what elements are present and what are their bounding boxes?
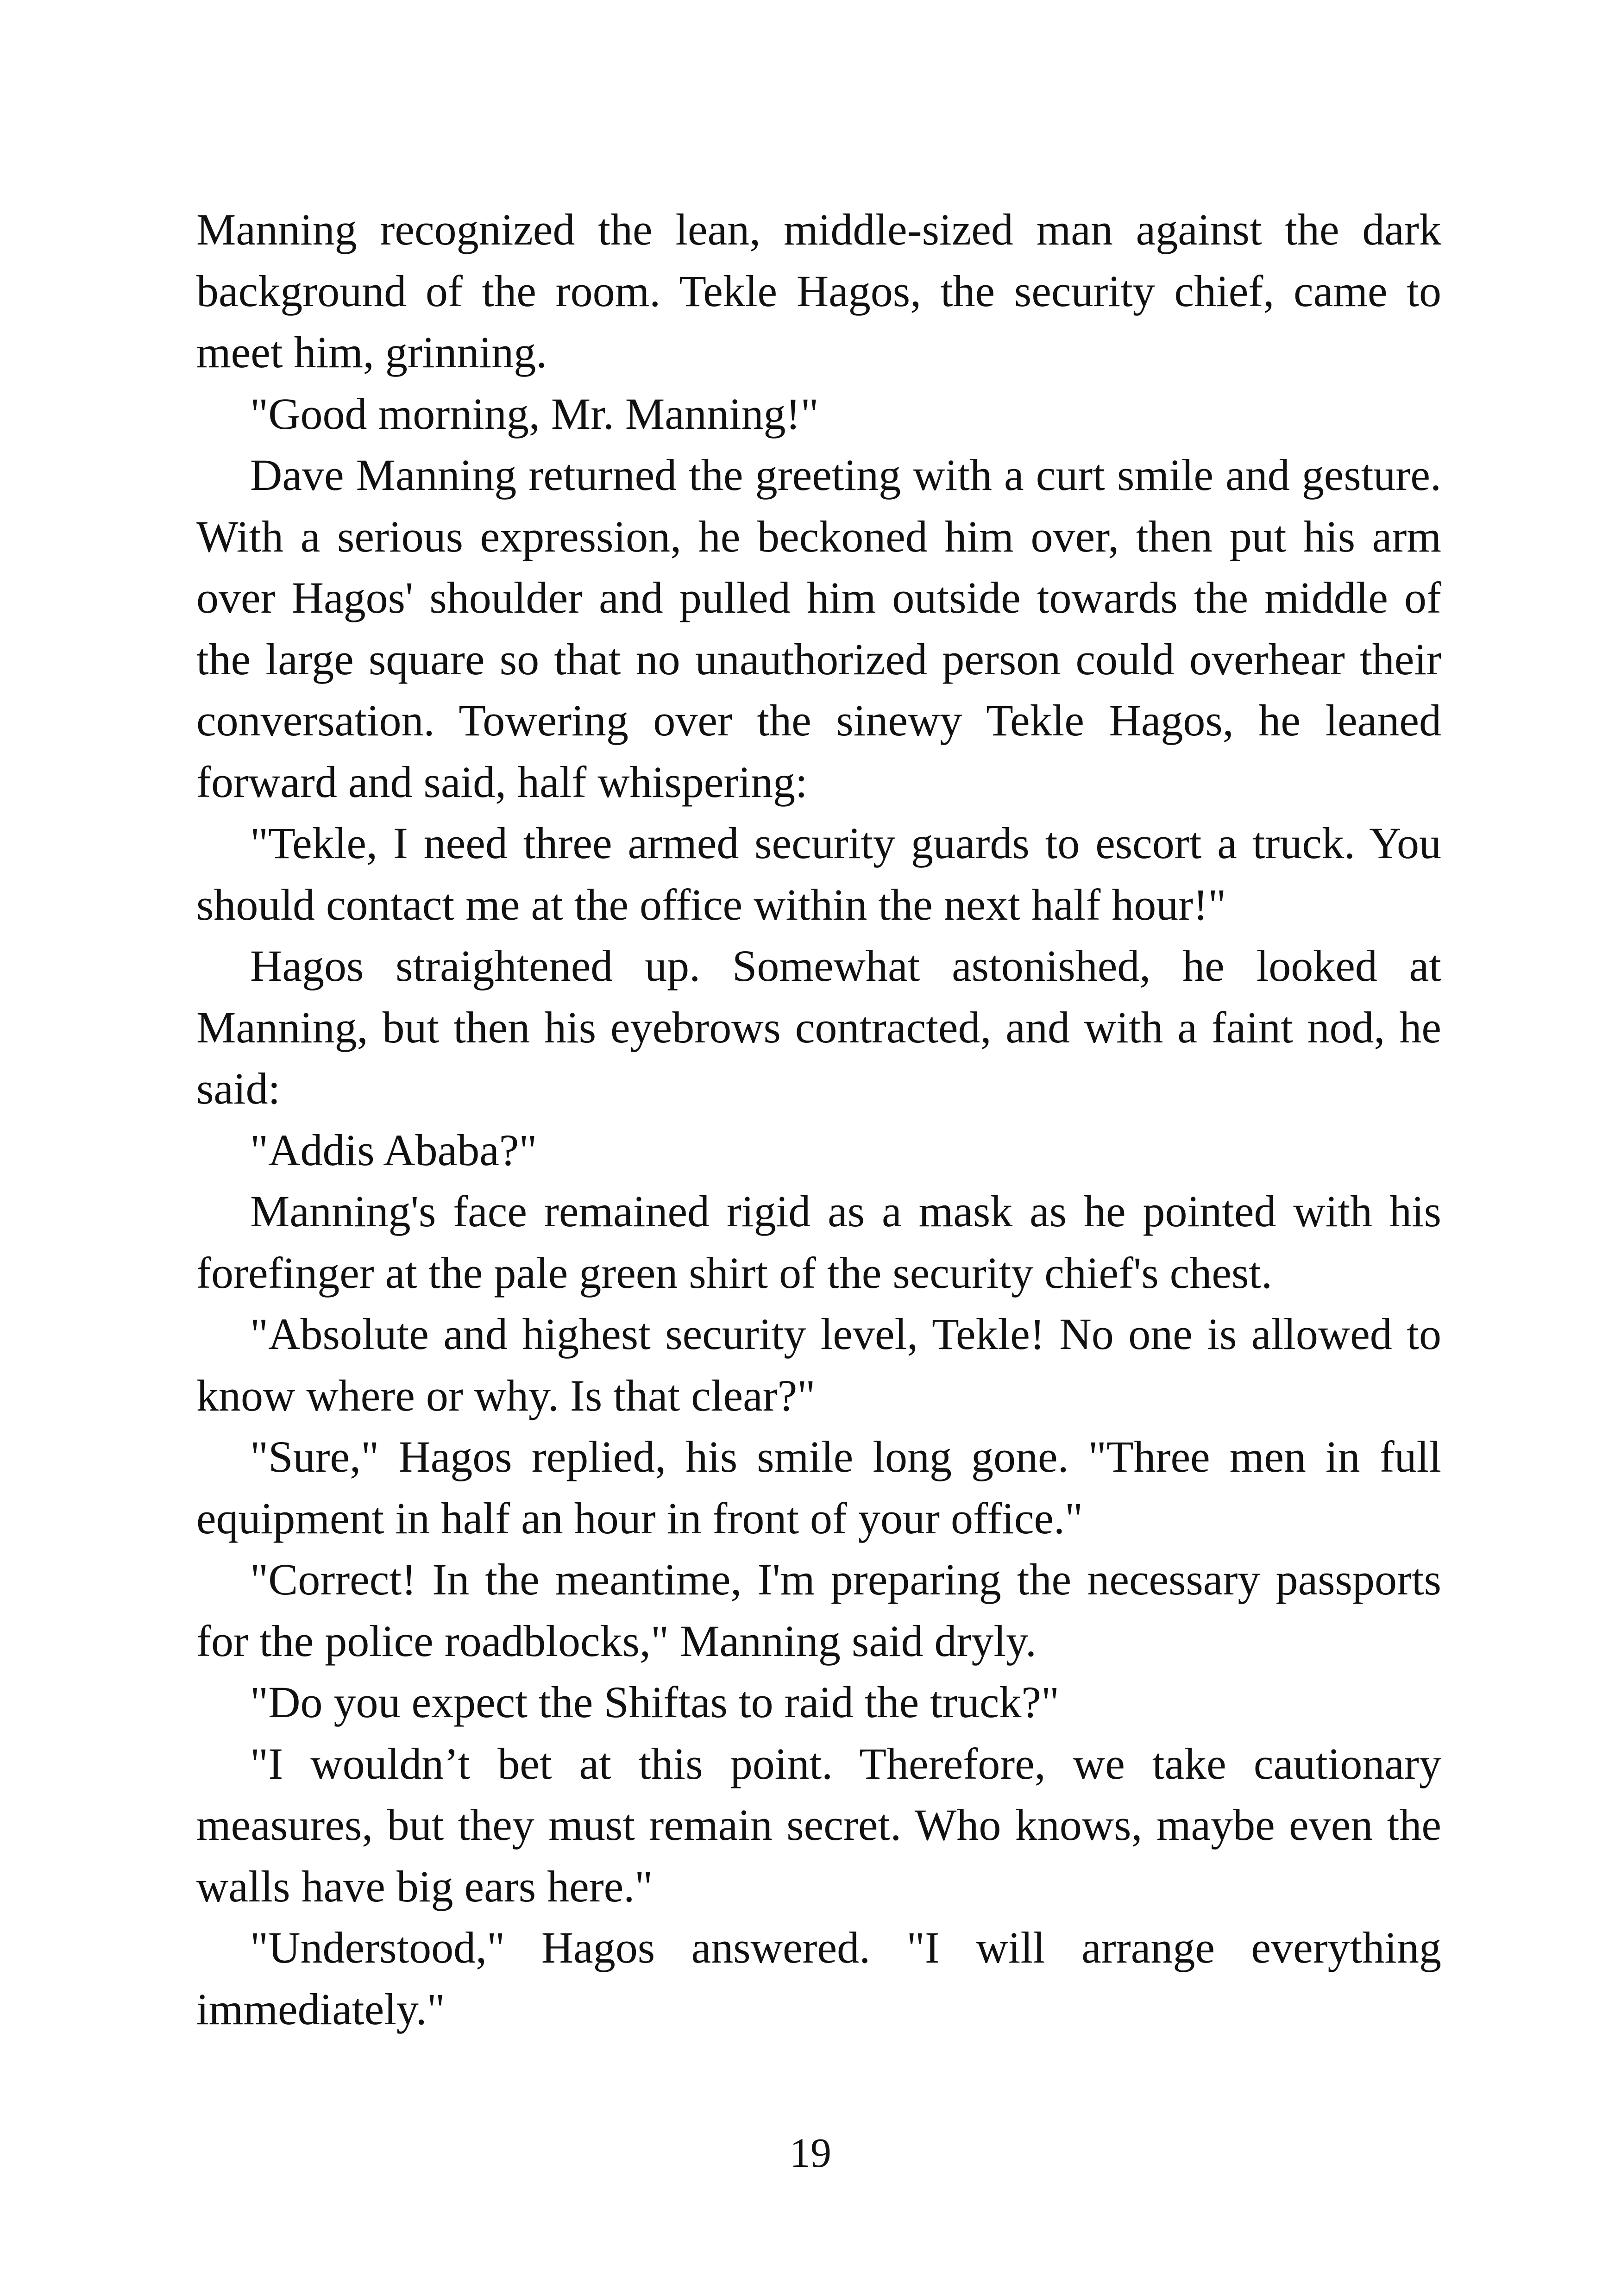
paragraph: "Tekle, I need three armed security guards to escort a truck. You should contact me at the office within the next half hour!"	[196, 818, 1441, 929]
body-text	[196, 199, 1441, 2040]
paragraph: Dave Manning returned the greeting with a curt smile and gesture. With a serious expression, he beckoned him over, then put his arm over Hagos' shoulder and pulled him outside towards the middle of the large square so that no unauthorized person could overhear their conversation. Towering over the sinewy Tekle Hagos, he leaned forward and said, half whispering:	[196, 450, 1441, 807]
paragraph: Hagos straightened up. Somewhat astonished, he looked at Manning, but then his eyebrows contracted, and with a faint nod, he said:	[196, 941, 1441, 1113]
paragraph: "I wouldn’t bet at this point. Therefore, we take cautionary measures, but they must remain secret. Who knows, maybe even the walls have big ears here."	[196, 1738, 1441, 1911]
paragraph: "Addis Ababa?"	[250, 1125, 537, 1175]
paragraph: "Correct! In the meantime, I'm preparing the necessary passports for the police roadblocks," Manning said dryly.	[196, 1555, 1441, 1666]
paragraph: Manning's face remained rigid as a mask as he pointed with his forefinger at the pale green shirt of the security chief's chest.	[196, 1186, 1441, 1298]
paragraph: "Understood," Hagos answered. "I will arrange everything immediately."	[196, 1923, 1441, 2034]
paragraph: "Good morning, Mr. Manning!"	[250, 389, 819, 439]
paragraph: "Sure," Hagos replied, his smile long gone. "Three men in full equipment in half an hour in front of your office."	[196, 1432, 1441, 1543]
paragraph: "Do you expect the Shiftas to raid the truck?"	[250, 1677, 1060, 1727]
paragraph: "Absolute and highest security level, Tekle! No one is allowed to know where or why. Is that clear?"	[196, 1309, 1441, 1420]
paragraph: Manning recognized the lean, middle-sized man against the dark background of the room. Tekle Hagos, the security chief, came to meet him, grinning.	[196, 205, 1441, 377]
page-number: 19	[790, 2130, 831, 2176]
